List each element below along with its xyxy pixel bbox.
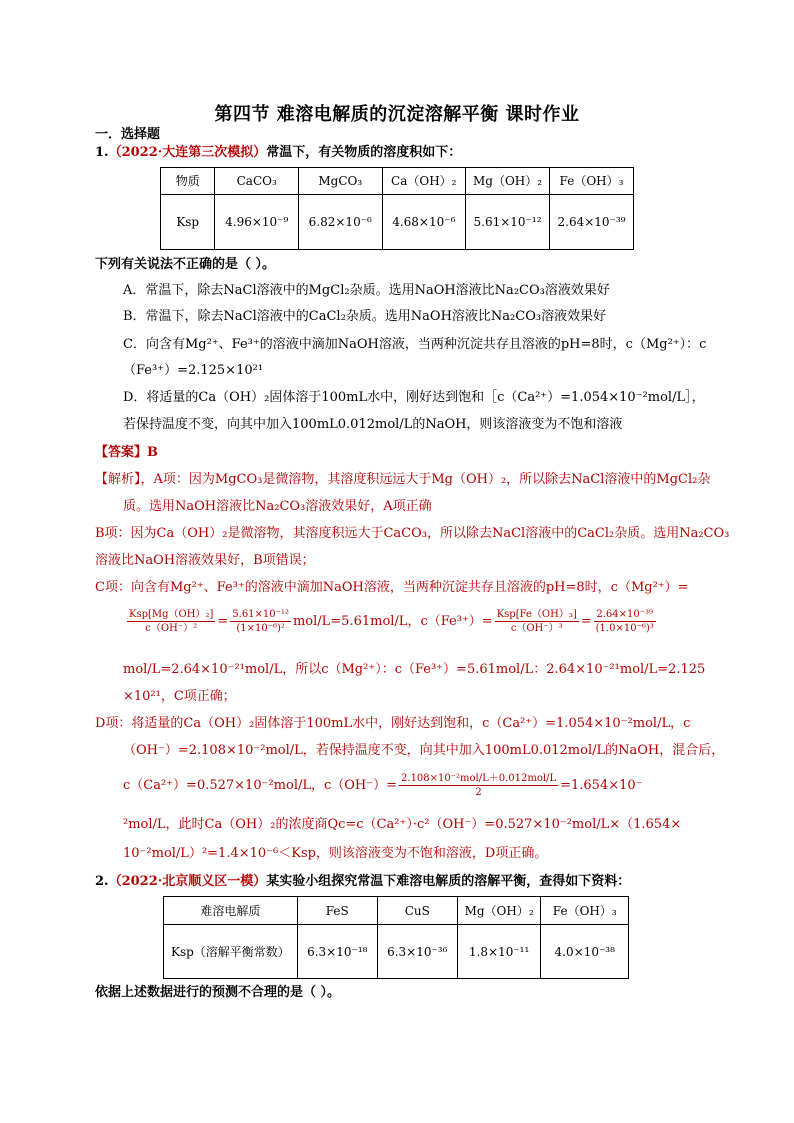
analysis-d-line4: ²mol/L，此时Ca（OH）₂的浓度商Qc=c（Ca²⁺）·c²（OH⁻）=0.527×10⁻²mol/L×（1.654×: [123, 817, 682, 832]
q1-option-a: A．常温下，除去NaCl溶液中的MgCl₂杂质。选用NaOH溶液比Na₂CO₃溶液效果好: [123, 283, 610, 298]
table-cell: 4.0×10⁻³⁸: [541, 925, 629, 979]
table-row-label: Ksp: [161, 195, 215, 250]
analysis-a-line2: 质。选用NaOH溶液比Na₂CO₃溶液效果好，A项正确: [123, 499, 432, 514]
q1-option-c-line1: C．向含有Mg²⁺、Fe³⁺的溶液中滴加NaOH溶液，当两种沉淀共存且溶液的pH=8时，c（Mg²⁺）：c: [123, 337, 707, 352]
table-header-cell: CaCO₃: [215, 168, 299, 195]
q1-option-b: B．常温下，除去NaCl溶液中的CaCl₂杂质。选用NaOH溶液比Na₂CO₃溶液效果好: [123, 309, 607, 324]
analysis-c-line3: mol/L=2.64×10⁻²¹mol/L，所以c（Mg²⁺）：c（Fe³⁺）=5.61mol/L：2.64×10⁻²¹mol/L=2.125: [123, 662, 706, 677]
table-header-cell: MgCO₃: [298, 168, 382, 195]
q1-answer: 【答案】B: [95, 445, 158, 460]
q1-option-d-line2: 若保持温度不变，向其中加入100mL0.012mol/L的NaOH，则该溶液变为不饱和溶液: [123, 417, 623, 432]
analysis-d-line1: D项：将适量的Ca（OH）₂固体溶于100mL水中，刚好达到饱和，c（Ca²⁺）=1.054×10⁻²mol/L，c: [95, 716, 691, 731]
table-cell: 1.8×10⁻¹¹: [457, 925, 541, 979]
table-header-row: [164, 897, 629, 925]
page-title: 第四节 难溶电解质的沉淀溶解平衡 课时作业: [214, 104, 580, 125]
table-row-label: Ksp（溶解平衡常数）: [164, 925, 298, 979]
table-cell: 4.68×10⁻⁶: [382, 195, 466, 250]
table-cell: 6.82×10⁻⁶: [298, 195, 382, 250]
analysis-a-line1: 【解析】，A项：因为MgCO₃是微溶物，其溶度积远远大于Mg（OH）₂，所以除去NaCl溶液中的MgCl₂杂: [95, 472, 711, 487]
table-header-cell: Mg（OH）₂: [466, 168, 550, 195]
table-header-cell: Fe（OH）₃: [550, 168, 634, 195]
table-cell: 5.61×10⁻¹²: [466, 195, 550, 250]
analysis-b-line1: B项：因为Ca（OH）₂是微溶物，其溶度积远大于CaCO₃，所以除去NaCl溶液中的CaCl₂杂质。选用Na₂CO₃: [95, 526, 730, 541]
table-cell: 6.3×10⁻¹⁸: [297, 925, 377, 979]
analysis-d-formula: c（Ca²⁺）=0.527×10⁻²mol/L，c（OH⁻）= $\frac{\text{2.108×10⁻²mol/L＋0.012mol/L}}{2}$ =1.654×10⁻: [123, 773, 643, 798]
q1-stem: [95, 145, 461, 161]
q2-source: （2022·北京顺义区一模）: [108, 874, 267, 889]
q1-option-c-line2: （Fe³⁺）=2.125×10²¹: [123, 363, 264, 378]
analysis-b-line2: 溶液比NaOH溶液效果好，B项错误；: [95, 553, 315, 568]
q1-number: 1.: [95, 145, 109, 160]
table-cell: 4.96×10⁻⁹: [215, 195, 299, 250]
table-header-cell: Mg（OH）₂: [457, 897, 541, 925]
table-header-cell: FeS: [297, 897, 377, 925]
table-row: [164, 925, 629, 979]
analysis-c-formula: $\frac{\text{Ksp[Mg（OH）₂]}}{\text{c（OH⁻）²}}$ = $\frac{\text{5.61×10⁻¹²}}{\text{(1×10⁻⁶)²}}$ mol/L=5.61mol/L，c（Fe³⁺）= $\frac{\text{Ksp[Fe（OH）₃]}}{\text{c（OH⁻）³}}$ = $\frac{\text{2.64×10⁻³⁹}}{\text{(1.0×10⁻⁶)³}}$: [129, 609, 654, 634]
table-row: [161, 195, 634, 250]
table-header-cell: Ca（OH）₂: [382, 168, 466, 195]
q2-prompt: 依据上述数据进行的预测不合理的是（ ）。: [95, 985, 341, 1000]
analysis-c-line4: ×10²¹，C项正确；: [123, 689, 236, 704]
analysis-c-line1: C项：向含有Mg²⁺、Fe³⁺的溶液中滴加NaOH溶液，当两种沉淀共存且溶液的pH=8时，c（Mg²⁺）=: [95, 580, 689, 595]
q2-number: 2.: [95, 874, 109, 889]
fraction: $\frac{\text{2.64×10⁻³⁹}}{\text{(1.0×10⁻⁶)³}}$: [595, 609, 654, 634]
fraction: $\frac{\text{5.61×10⁻¹²}}{\text{(1×10⁻⁶)²}}$: [232, 609, 289, 634]
q2-ksp-table: [163, 896, 629, 979]
analysis-d-line2: （OH⁻）=2.108×10⁻²mol/L，若保持温度不变，向其中加入100mL0.012mol/L的NaOH，混合后，: [123, 743, 725, 758]
fraction: $\frac{\text{Ksp[Mg（OH）₂]}}{\text{c（OH⁻）²}}$: [129, 609, 214, 634]
table-header-cell: 难溶电解质: [164, 897, 298, 925]
q1-prompt: 下列有关说法不正确的是（ ）。: [95, 257, 276, 272]
table-header-cell: Fe（OH）₃: [541, 897, 629, 925]
fraction: $\frac{\text{Ksp[Fe（OH）₃]}}{\text{c（OH⁻）³}}$: [496, 609, 577, 634]
analysis-d-line5: 10⁻²mol/L）²=1.4×10⁻⁶＜Ksp，则该溶液变为不饱和溶液，D项正确。: [123, 846, 548, 861]
table-header-cell: CuS: [377, 897, 457, 925]
table-cell: 6.3×10⁻³⁶: [377, 925, 457, 979]
q2-stem-text: 某实验小组探究常温下难溶电解质的溶解平衡，查得如下资料：: [266, 874, 631, 889]
table-cell: 2.64×10⁻³⁹: [550, 195, 634, 250]
q1-stem-text: 常温下，有关物质的溶度积如下：: [266, 145, 462, 160]
table-header-cell: 物质: [161, 168, 215, 195]
fraction: $\frac{\text{2.108×10⁻²mol/L＋0.012mol/L}}{2}$: [401, 773, 557, 798]
q1-ksp-table: [160, 167, 634, 250]
table-header-row: [161, 168, 634, 195]
section-heading: 一．选择题: [95, 127, 161, 142]
q2-stem: [95, 874, 630, 890]
q1-option-d-line1: D．将适量的Ca（OH）₂固体溶于100mL水中，刚好达到饱和［c（Ca²⁺）=1.054×10⁻²mol/L］，: [123, 390, 705, 405]
q1-source: （2022·大连第三次模拟）: [108, 145, 267, 160]
